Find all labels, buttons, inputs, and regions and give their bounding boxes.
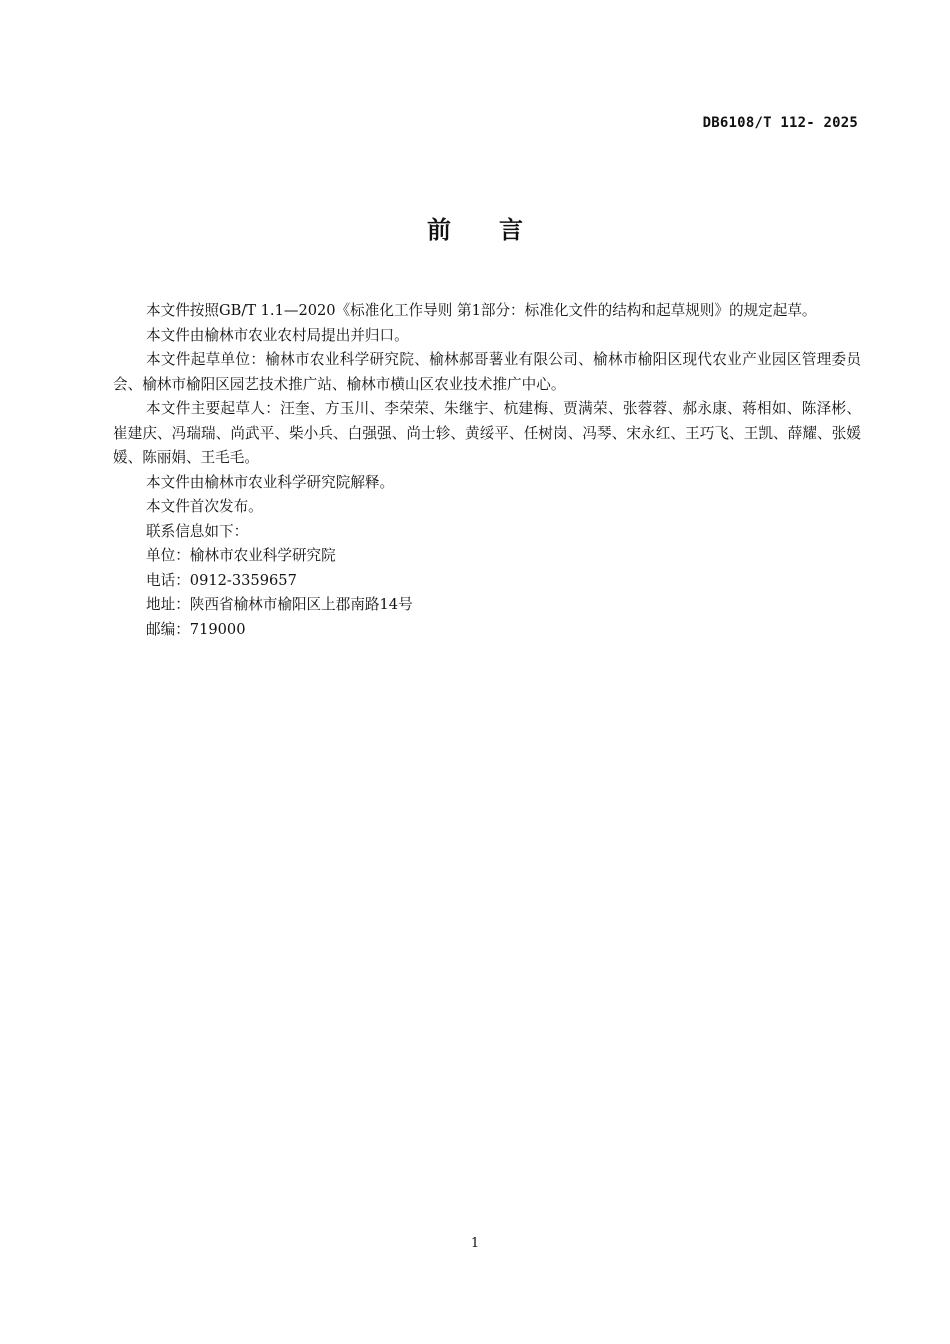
document-code: DB6108/T 112- 2025 <box>702 115 858 131</box>
title-char-2: 言 <box>499 216 523 244</box>
paragraph-standard-basis: 本文件按照GB/T 1.1—2020《标准化工作导则 第1部分：标准化文件的结构和起草规则》的规定起草。 <box>146 302 817 319</box>
contact-address: 地址：陕西省榆林市榆阳区上郡南路14号 <box>146 596 413 613</box>
paragraph-drafting-units: 本文件起草单位：榆林市农业科学研究院、榆林郝哥薯业有限公司、榆林市榆阳区现代农业产业园区管理委员会、榆林市榆阳区园艺技术推广站、榆林市横山区农业技术推广中心。 <box>113 351 861 393</box>
paragraph-drafters: 本文件主要起草人：汪奎、方玉川、李荣荣、朱继宇、杭建梅、贾满荣、张蓉蓉、郝永康、蒋相如、陈泽彬、崔建庆、冯瑞瑞、尚武平、柴小兵、白强强、尚士轸、黄绥平、任树岗、冯琴、宋永红、王巧飞、王凯、薛耀、张媛媛、陈丽娟、王毛毛。 <box>113 400 861 466</box>
contact-unit: 单位：榆林市农业科学研究院 <box>146 547 336 564</box>
paragraph-contact-intro: 联系信息如下： <box>146 522 249 540</box>
section-title <box>0 210 950 245</box>
paragraph-proposer: 本文件由榆林市农业农村局提出并归口。 <box>146 326 409 344</box>
foreword-body <box>113 299 861 642</box>
contact-postcode: 邮编：719000 <box>146 620 246 638</box>
paragraph-interpretation: 本文件由榆林市农业科学研究院解释。 <box>146 473 395 491</box>
paragraph-first-release: 本文件首次发布。 <box>146 498 263 515</box>
contact-phone: 电话：0912-3359657 <box>146 571 297 589</box>
page-number: 1 <box>470 1236 480 1251</box>
title-char-1: 前 <box>427 216 451 244</box>
